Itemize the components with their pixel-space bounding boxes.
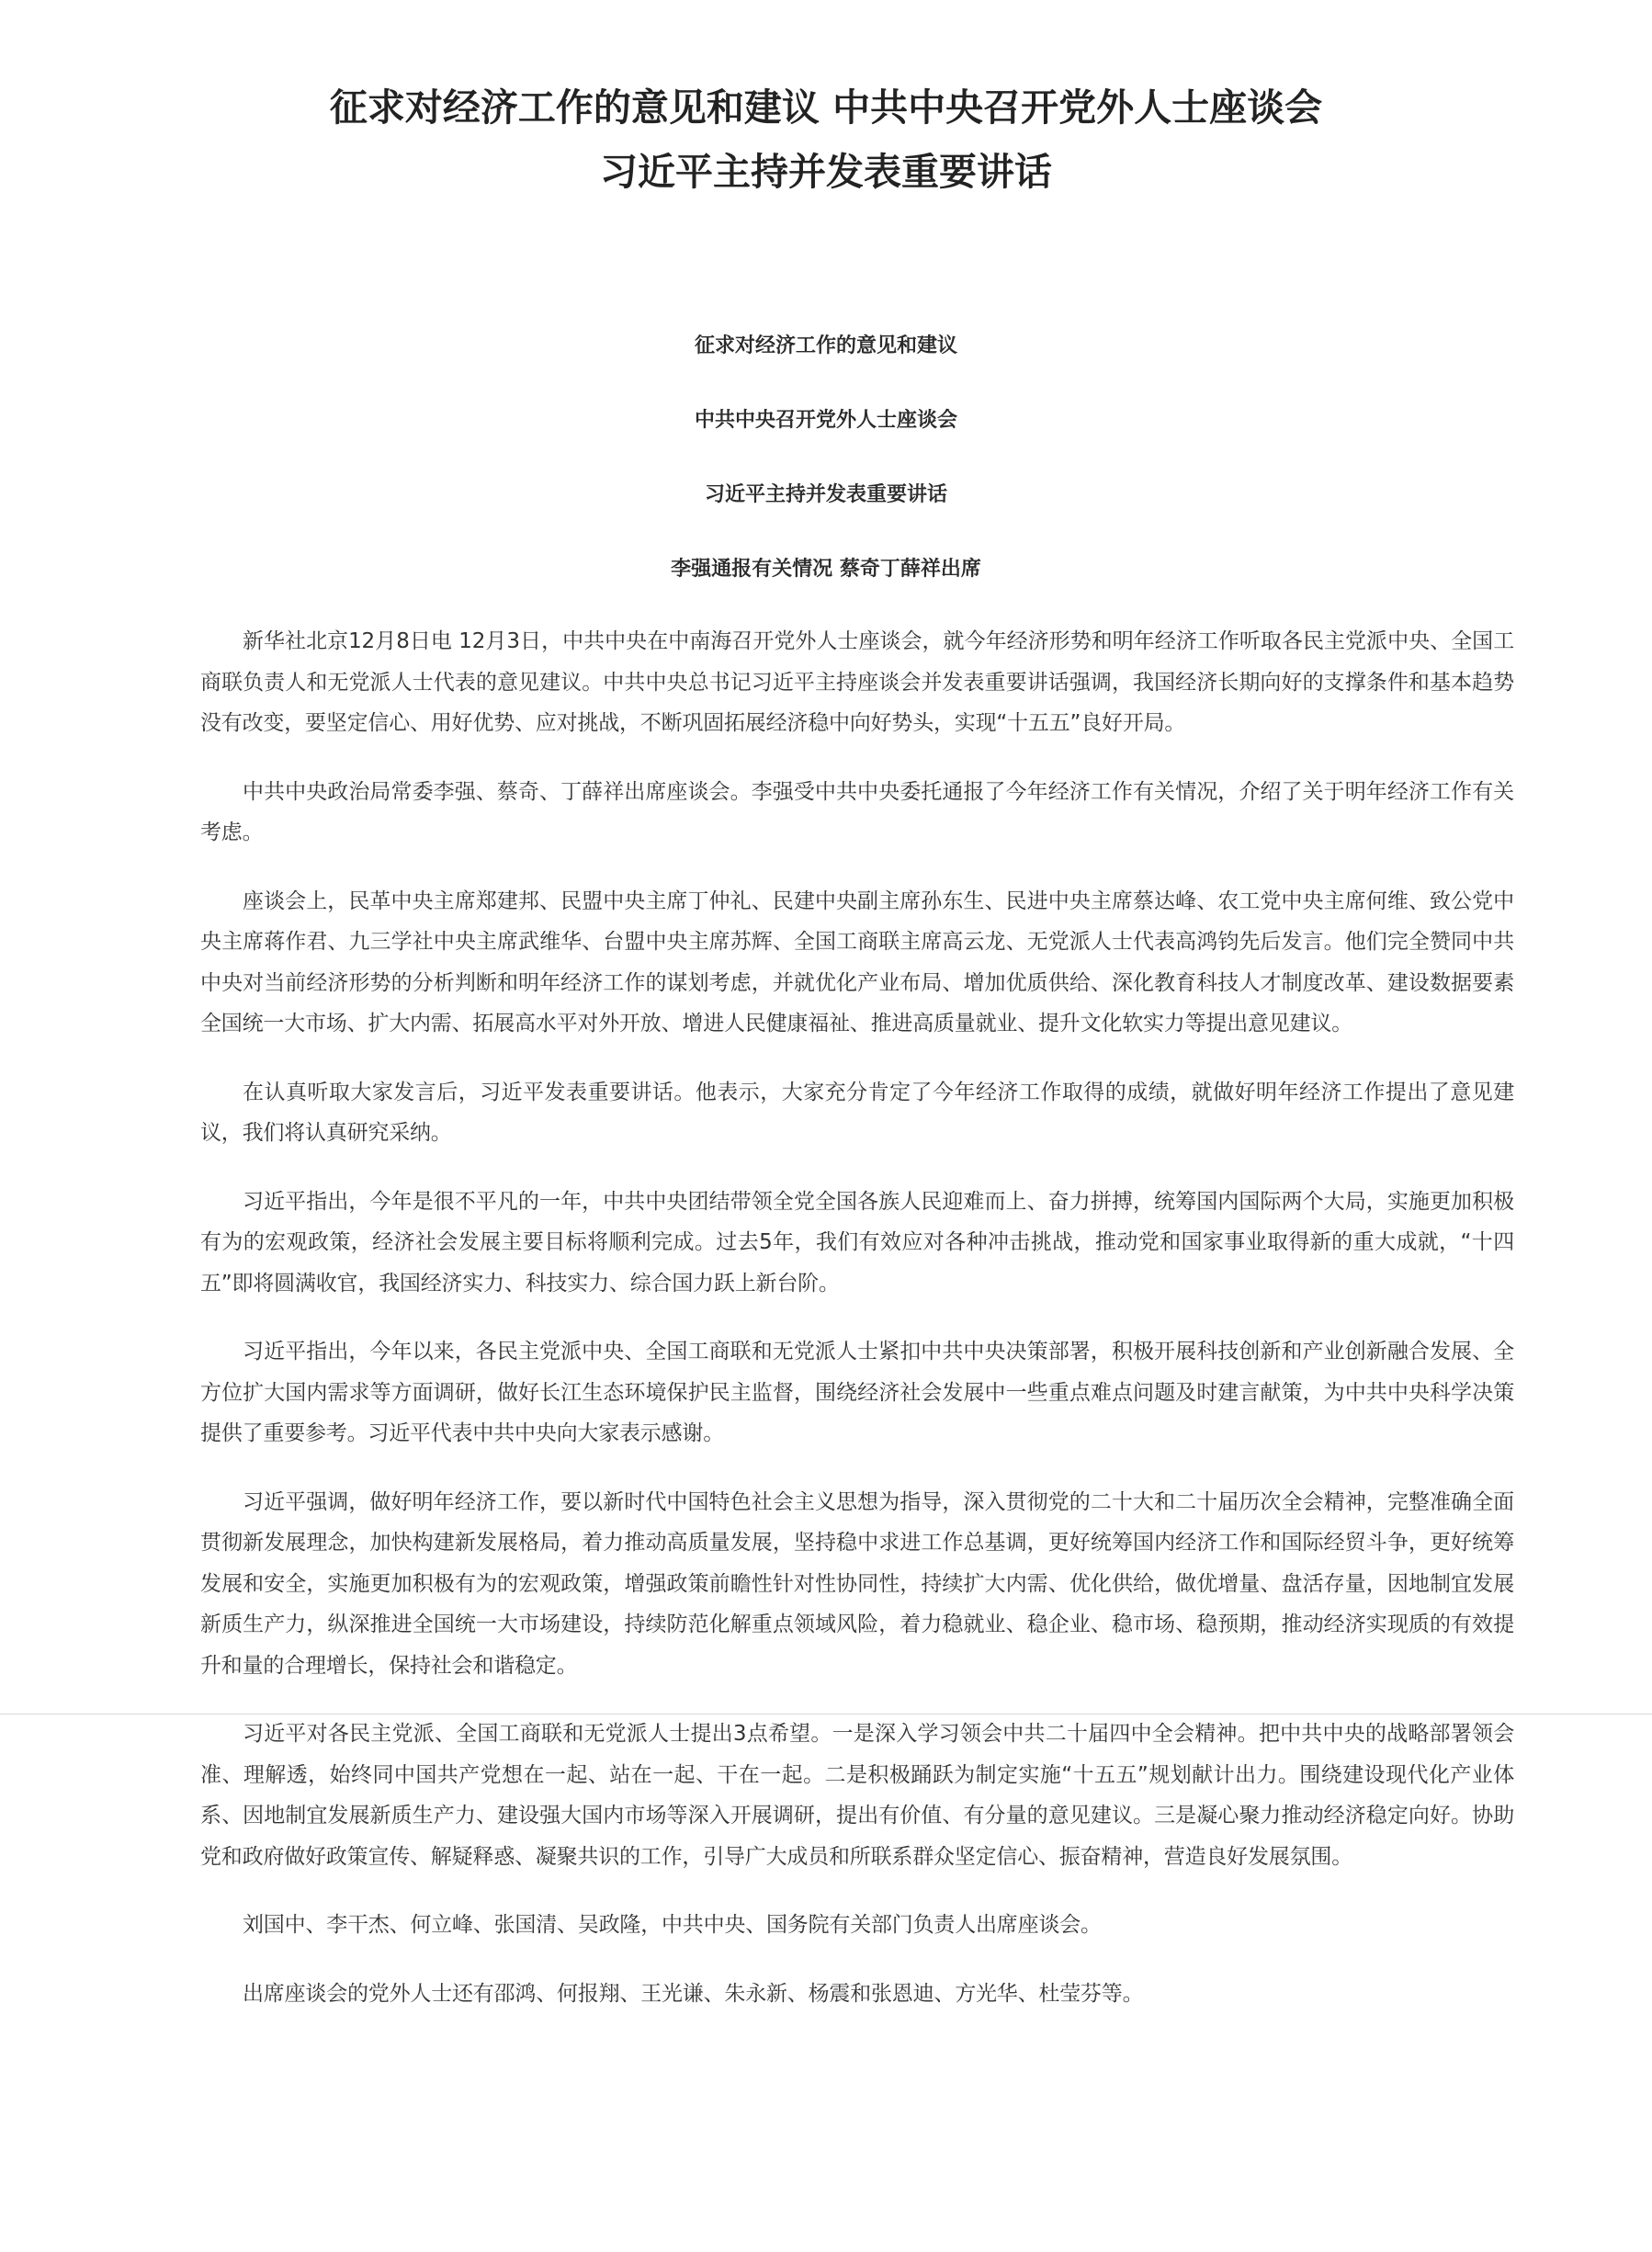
paragraph: 习近平指出，今年是很不平凡的一年，中共中央团结带领全党全国各族人民迎难而上、奋力拼搏，统筹国内国际两个大局，实施更加积极有为的宏观政策，经济社会发展主要目标将顺利完成。过去5年，我们有效应对各种冲击挑战，推动党和国家事业取得新的重大成就，“十四五”即将圆满收官，我国经济实力、科技实力、综合国力跃上新台阶。 [200,1189,1514,1296]
paragraph: 刘国中、李干杰、何立峰、张国清、吴政隆，中共中央、国务院有关部门负责人出席座谈会。 [243,1913,1102,1937]
paragraph: 座谈会上，民革中央主席郑建邦、民盟中央主席丁仲礼、民建中央副主席孙东生、民进中央主席蔡达峰、农工党中央主席何维、致公党中央主席蒋作君、九三学社中央主席武维华、台盟中央主席苏辉、全国工商联主席高云龙、无党派人士代表高鸿钧先后发言。他们完全赞同中共中央对当前经济形势的分析判断和明年经济工作的谋划考虑，并就优化产业布局、增加优质供给、深化教育科技人才制度改革、建设数据要素全国统一大市场、扩大内需、拓展高水平对外开放、增进人民健康福祉、推进高质量就业、提升文化软实力等提出意见建议。 [200,888,1514,1035]
article-body [200,621,1514,2042]
subheading-3: 习近平主持并发表重要讲话 [704,483,947,506]
paragraph-lead: 新华社北京12月8日电 12月3日，中共中央在中南海召开党外人士座谈会，就今年经济形势和明年经济工作听取各民主党派中央、全国工商联负责人和无党派人士代表的意见建议。中共中央总书记习近平主持座谈会并发表重要讲话强调，我国经济长期向好的支撑条件和基本趋势没有改变，要坚定信心、用好优势、应对挑战，不断巩固拓展经济稳中向好势头，实现“十五五”良好开局。 [200,629,1514,735]
paragraph: 中共中央政治局常委李强、蔡奇、丁薛祥出席座谈会。李强受中共中央委托通报了今年经济工作有关情况，介绍了关于明年经济工作有关考虑。 [200,779,1514,844]
headline-line-1: 征求对经济工作的意见和建议 中共中央召开党外人士座谈会 [329,85,1323,130]
paragraph: 在认真听取大家发言后，习近平发表重要讲话。他表示，大家充分肯定了今年经济工作取得的成绩，就做好明年经济工作提出了意见建议，我们将认真研究采纳。 [200,1080,1514,1145]
paragraph: 出席座谈会的党外人士还有邵鸿、何报翔、王光谦、朱永新、杨震和张恩迪、方光华、杜莹芬等。 [243,1981,1144,2006]
article-subheadings [0,333,1652,630]
subheading-4: 李强通报有关情况 蔡奇丁薛祥出席 [671,558,981,581]
paragraph: 习近平对各民主党派、全国工商联和无党派人士提出3点希望。一是深入学习领会中共二十届四中全会精神。把中共中央的战略部署领会准、理解透，始终同中国共产党想在一起、站在一起、干在一起。二是积极踊跃为制定实施“十五五”规划献计出力。围绕建设现代化产业体系、因地制宜发展新质生产力、建设强大国内市场等深入开展调研，提出有价值、有分量的意见建议。三是凝心聚力推动经济稳定向好。协助党和政府做好政策宣传、解疑释惑、凝聚共识的工作，引导广大成员和所联系群众坚定信心、振奋精神，营造良好发展氛围。 [200,1722,1514,1869]
paragraph: 习近平指出，今年以来，各民主党派中央、全国工商联和无党派人士紧扣中共中央决策部署，积极开展科技创新和产业创新融合发展、全方位扩大国内需求等方面调研，做好长江生态环境保护民主监督，围绕经济社会发展中一些重点难点问题及时建言献策，为中共中央科学决策提供了重要参考。习近平代表中共中央向大家表示感谢。 [200,1340,1514,1445]
headline-line-2: 习近平主持并发表重要讲话 [600,150,1052,194]
subheading-2: 中共中央召开党外人士座谈会 [694,409,957,432]
subheading-1: 征求对经济工作的意见和建议 [694,334,957,357]
paragraph: 习近平强调，做好明年经济工作，要以新时代中国特色社会主义思想为指导，深入贯彻党的二十大和二十届历次全会精神，完整准确全面贯彻新发展理念，加快构建新发展格局，着力推动高质量发展，坚持稳中求进工作总基调，更好统筹国内经济工作和国际经贸斗争，更好统筹发展和安全，实施更加积极有为的宏观政策，增强政策前瞻性针对性协同性，持续扩大内需、优化供给，做优增量、盘活存量，因地制宜发展新质生产力，纵深推进全国统一大市场建设，持续防范化解重点领域风险，着力稳就业、稳企业、稳市场、稳预期，推动经济实现质的有效提升和量的合理增长，保持社会和谐稳定。 [200,1489,1514,1678]
article-headline [0,75,1652,204]
